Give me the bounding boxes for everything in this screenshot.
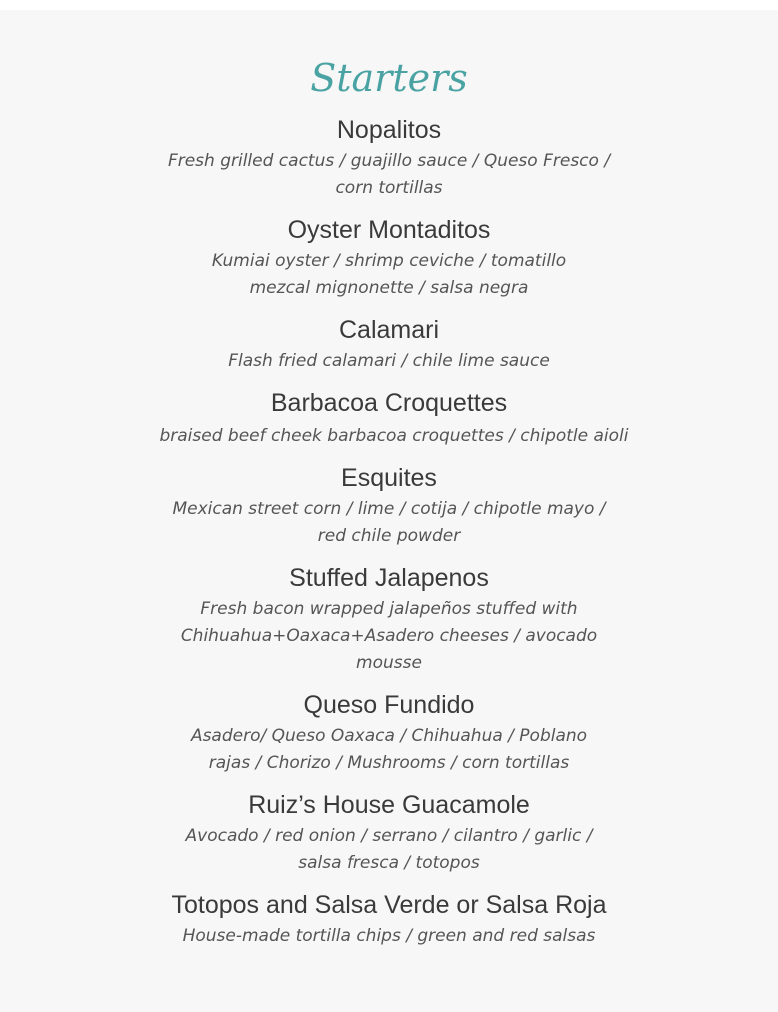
item-description: Mexican street corn / lime / cotija / chipotle mayo / red chile powder [172,499,606,546]
item-name: Esquites [341,464,437,492]
item-description: braised beef cheek barbacoa croquettes / chipotle aioli [159,426,629,446]
item-name: Queso Fundido [303,691,475,719]
menu-item [159,462,619,550]
menu-item [159,214,619,302]
item-name: Totopos and Salsa Verde or Salsa Roja [171,891,607,919]
item-description: Avocado / red onion / serrano / cilantro / garlic / salsa fresca / totopos [185,826,593,873]
item-description: House-made tortilla chips / green and red salsas [182,926,596,946]
menu-item [159,562,619,677]
item-name: Calamari [338,316,440,344]
top-strip [0,0,778,10]
item-name: Barbacoa Croquettes [270,389,508,417]
item-description: Flash fried calamari / chile lime sauce [228,351,550,371]
menu-section [0,52,778,950]
menu-item [129,889,649,950]
menu-item [159,314,619,375]
section-title: Starters [310,56,468,100]
item-name: Nopalitos [336,116,442,144]
item-name: Stuffed Jalapenos [289,564,489,592]
item-name: Ruiz’s House Guacamole [248,791,530,819]
item-description: Asadero/ Queso Oaxaca / Chihuahua / Poblano rajas / Chorizo / Mushrooms / corn tortillas [190,726,588,773]
item-description: Fresh grilled cactus / guajillo sauce / Queso Fresco / corn tortillas [167,151,611,198]
menu-item [159,114,619,202]
menu-item [159,689,619,777]
item-description: Fresh bacon wrapped jalapeños stuffed with Chihuahua+Oaxaca+Asadero cheeses / avocado mousse [180,599,598,673]
item-description: Kumiai oyster / shrimp ceviche / tomatillo mezcal mignonette / salsa negra [211,251,567,298]
menu-item [159,387,629,450]
item-name: Oyster Montaditos [287,216,491,244]
menu-item [159,789,619,877]
